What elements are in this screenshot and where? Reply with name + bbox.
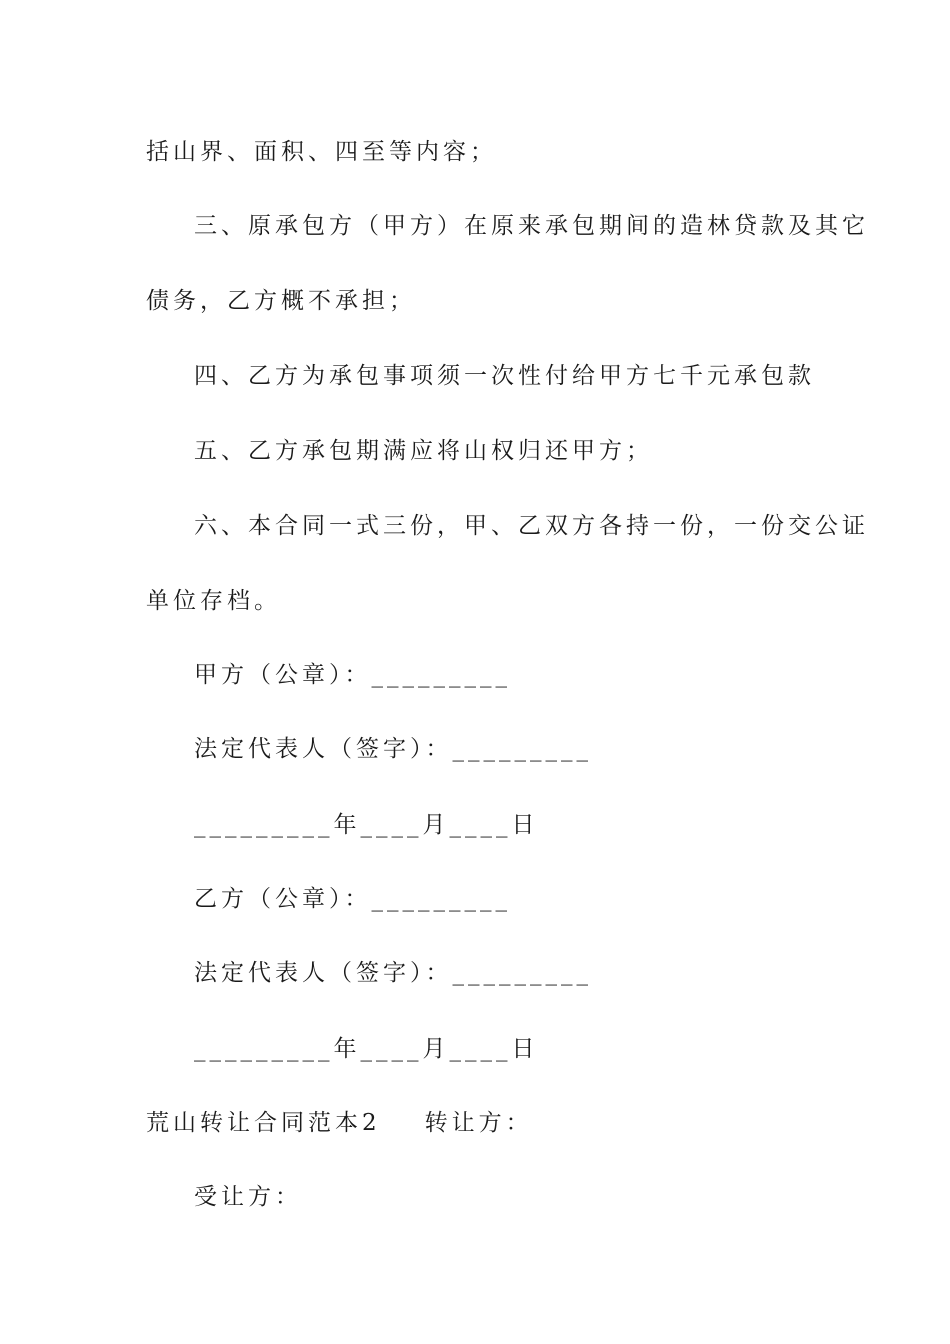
clause-four: 四、乙方为承包事项须一次性付给甲方七千元承包款 [194, 363, 815, 389]
transferor-label: 转让方： [424, 1110, 533, 1136]
paragraph-line: 括山界、面积、四至等内容； [146, 139, 497, 165]
party-a-representative: 法定代表人（签字）：_________ [194, 736, 592, 762]
party-b-seal: 乙方（公章）：_________ [194, 886, 511, 912]
section-heading-line [146, 1108, 533, 1138]
transferee-label: 受让方： [194, 1184, 302, 1210]
clause-three: 三、原承包方（甲方）在原来承包期间的造林贷款及其它 [194, 213, 869, 239]
clause-five: 五、乙方承包期满应将山权归还甲方； [194, 438, 653, 464]
party-b-date: _________年____月____日 [194, 1036, 539, 1062]
clause-six: 六、本合同一式三份，甲、乙双方各持一份，一份交公证 [194, 513, 869, 539]
party-b-representative: 法定代表人（签字）：_________ [194, 960, 592, 986]
contract-heading: 荒山转让合同范本2 [146, 1110, 381, 1136]
paragraph-line: 单位存档。 [146, 588, 281, 614]
party-a-date: _________年____月____日 [194, 812, 539, 838]
party-a-seal: 甲方（公章）：_________ [194, 662, 511, 688]
paragraph-line: 债务，乙方概不承担； [146, 288, 416, 314]
